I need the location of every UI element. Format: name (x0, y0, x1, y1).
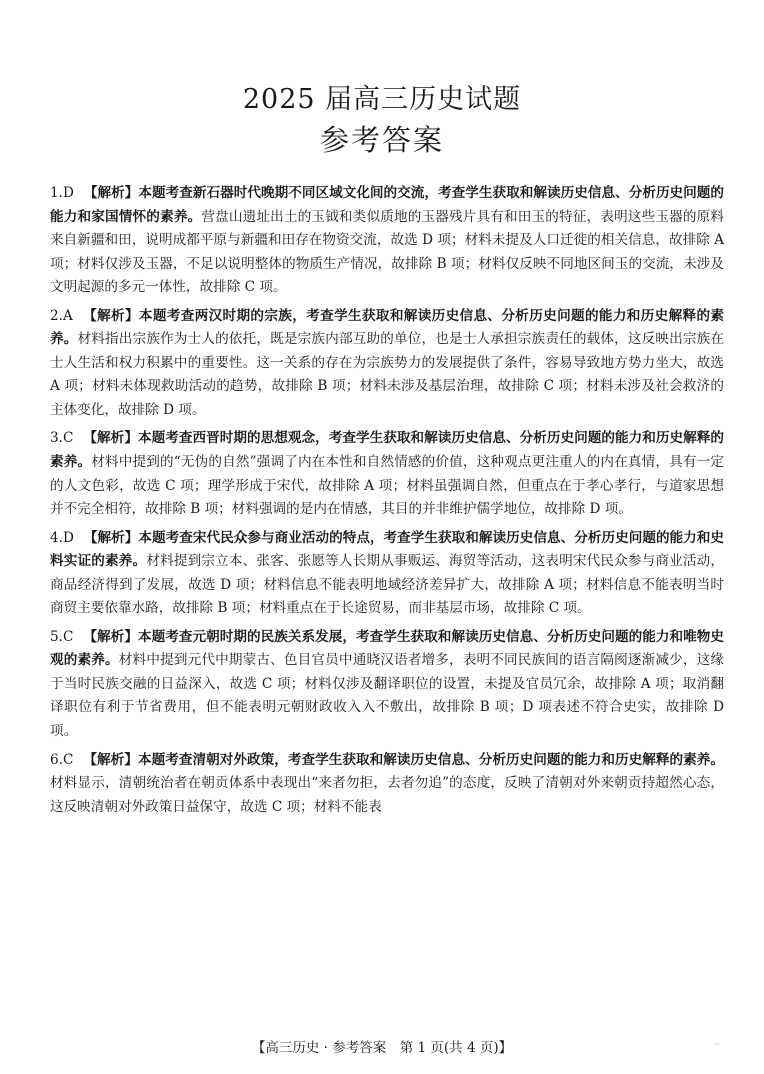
item-head: 本题考查清朝对外政策，考查学生获取和解读历史信息、分析历史问题的能力和历史解释的素养。 (137, 751, 725, 768)
page-title: 2025 届高三历史试题 (242, 84, 522, 115)
item-answer: D (62, 529, 74, 546)
answer-item-6 (50, 749, 724, 820)
item-number: 5. (50, 628, 63, 645)
item-body: 材料中提到元代中期蒙古、色目官员中通晓汉语者增多，表明不同民族间的语言隔阂逐渐减少，这缘于当时民族交融的日益深入，故选 C 项；材料仅涉及翻译职位的设置，未提及官员冗余，故排除 A 项；取消翻译职位有利于节省费用，但不能表明元朝财政收入入不敷出，故排除 B 项；D 项表述不符合史实，故排除 D 项。 (50, 652, 725, 740)
item-number: 3. (50, 430, 63, 447)
item-body: 材料指出宗族作为士人的依托，既是宗族内部互助的单位，也是士人承担宗族责任的载体，这反映出宗族在士人生活和权力积累中的重要性。这一关系的存在为宗族势力的发展提供了条件，容易导致地方势力坐大，故选 A 项；材料未体现救助活动的趋势，故排除 B 项；材料未涉及基层治理，故排除 C 项；材料未涉及社会救济的主体变化，故排除 D 项。 (50, 331, 725, 418)
answer-item-5 (50, 626, 724, 744)
item-body: 材料中提到的“无伪的自然”强调了内在本性和自然情感的价值，这种观点更注重人的内在真情，具有一定的人文色彩，故选 C 项；理学形成于宋代，故排除 A 项；材料虽强调自然，但重点在于孝心孝行，与道家思想并不完全相符，故排除 B 项；材料强调的是内在情感，其目的并非维护儒学地位，故排除 D 项。 (50, 454, 724, 518)
answer-item-1 (50, 182, 724, 300)
item-tag: 【解析】 (83, 529, 139, 546)
item-body: 材料提到宗立本、张客、张愿等人长期从事贩运、海贸等活动，这表明宋代民众参与商业活动，商品经济得到了发展，故选 D 项；材料信息不能表明地域经济差异扩大，故排除 A 项；材料信息不能表明当时商贸主要依靠水路，故排除 B 项；材料重点在于长途贸易，而非基层市场，故排除 C 项。 (50, 553, 725, 617)
answer-list (50, 182, 724, 824)
item-head: 本题考查两汉时期的宗族，考查学生获取和解读历史信息、分析历史问题的能力和历史解释的素养。 (50, 307, 725, 348)
item-answer: C (62, 751, 74, 768)
item-body: 营盘山遗址出土的玉钺和类似质地的玉器残片具有和田玉的特征，表明这些玉器的原料来自新疆和田，说明成都平原与新疆和田存在物资交流，故选 D 项；材料未提及人口迁徙的相关信息，故排除 A 项；材料仅涉及玉器，不足以说明整体的物质生产情况，故排除 B 项；材料仅反映不同地区间玉的交流，未涉及文明起源的多元一体性，故排除 C 项。 (50, 208, 724, 296)
title-block (0, 82, 764, 160)
item-head: 本题考查宋代民众参与商业活动的特点，考查学生获取和解读历史信息、分析历史问题的能力和史料实证的素养。 (50, 529, 725, 570)
answer-item-3 (50, 427, 724, 521)
item-number: 4. (50, 529, 63, 546)
item-tag: 【解析】 (83, 185, 139, 201)
item-answer: A (62, 307, 73, 324)
item-number: 6. (50, 751, 63, 768)
page-footer: 【高三历史 · 参考答案 第 1 页(共 4 页)】 (251, 1040, 513, 1056)
answer-item-4 (50, 527, 724, 621)
item-body: 材料显示，清朝统治者在朝贡体系中表现出“来者勿拒，去者勿追”的态度，反映了清朝对外来朝贡持超然心态，这反映清朝对外政策日益保守，故选 C 项；材料不能表 (50, 775, 724, 815)
item-number: 1. (50, 185, 63, 201)
item-answer: C (62, 628, 74, 645)
item-number: 2. (50, 307, 63, 324)
item-tag: 【解析】 (82, 307, 139, 324)
item-tag: 【解析】 (83, 430, 138, 447)
page-subtitle: 参考答案 (319, 123, 444, 157)
scan-mark: ·· (714, 1040, 720, 1050)
item-answer: D (62, 185, 74, 201)
item-head: 本题考查元朝时期的民族关系发展，考查学生获取和解读历史信息、分析历史问题的能力和唯物史观的素养。 (50, 628, 725, 669)
item-head: 本题考查新石器时代晚期不同区域文化间的交流，考查学生获取和解读历史信息、分析历史问题的能力和家国情怀的素养。 (50, 185, 725, 225)
answer-item-2 (50, 305, 724, 423)
item-tag: 【解析】 (83, 628, 138, 645)
item-tag: 【解析】 (83, 751, 138, 768)
item-answer: C (62, 430, 74, 447)
item-head: 本题考查西晋时期的思想观念，考查学生获取和解读历史信息、分析历史问题的能力和历史解释的素养。 (50, 430, 725, 471)
